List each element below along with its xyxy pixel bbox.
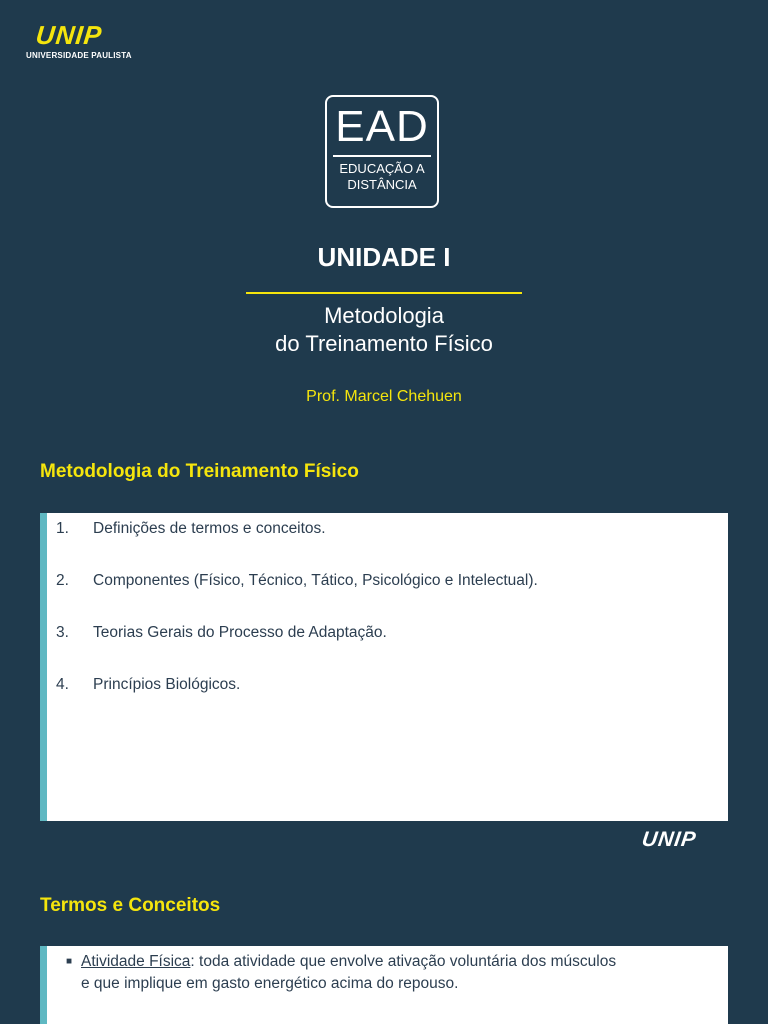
course-subtitle-line2: do Treinamento Físico [275,331,493,356]
list-item-text: Princípios Biológicos. [93,676,241,693]
unip-footer-logo: UNIP [640,828,698,851]
list-item [47,675,240,695]
square-bullet-icon: ■ [66,956,73,967]
ead-logo-title: EAD [335,102,429,151]
ead-logo-divider [333,155,431,157]
list-item-number: 3. [56,624,69,641]
professor-name: Prof. Marcel Chehuen [306,388,462,405]
course-subtitle [0,302,768,358]
unip-logo-subtitle: UNIVERSIDADE PAULISTA [26,51,132,60]
term-label: Atividade Física [81,953,191,970]
ead-logo [325,95,439,208]
title-divider [246,292,522,294]
list-item [47,623,387,643]
list-item-number: 1. [56,520,69,537]
slide2-title: Termos e Conceitos [40,895,221,916]
unip-logo [26,20,132,60]
list-item-text: Definições de termos e conceitos. [93,520,326,537]
list-item-text: Teorias Gerais do Processo de Adaptação. [93,624,387,641]
list-item-text: Componentes (Físico, Técnico, Tático, Psicológico e Intelectual). [93,572,538,589]
slide1-content-card [40,513,728,821]
list-item-number: 4. [56,676,69,693]
ead-logo-line1: EDUCAÇÃO A [339,161,425,176]
unit-title: UNIDADE I [317,242,451,272]
list-item-number: 2. [56,572,69,589]
slide2-content-card [40,946,728,1024]
ead-logo-line2: DISTÂNCIA [347,177,417,192]
term-definition: : toda atividade que envolve ativação voluntária dos músculos [190,953,617,970]
course-subtitle-line1: Metodologia [324,303,444,328]
slide1-title: Metodologia do Treinamento Físico [40,461,359,482]
list-item [47,519,326,539]
bullet-item [47,951,728,995]
list-item [47,571,538,591]
bullet-text [81,951,616,995]
unip-logo-word: UNIP [34,20,104,50]
term-definition-line2: e que implique em gasto energético acima do repouso. [81,975,459,992]
